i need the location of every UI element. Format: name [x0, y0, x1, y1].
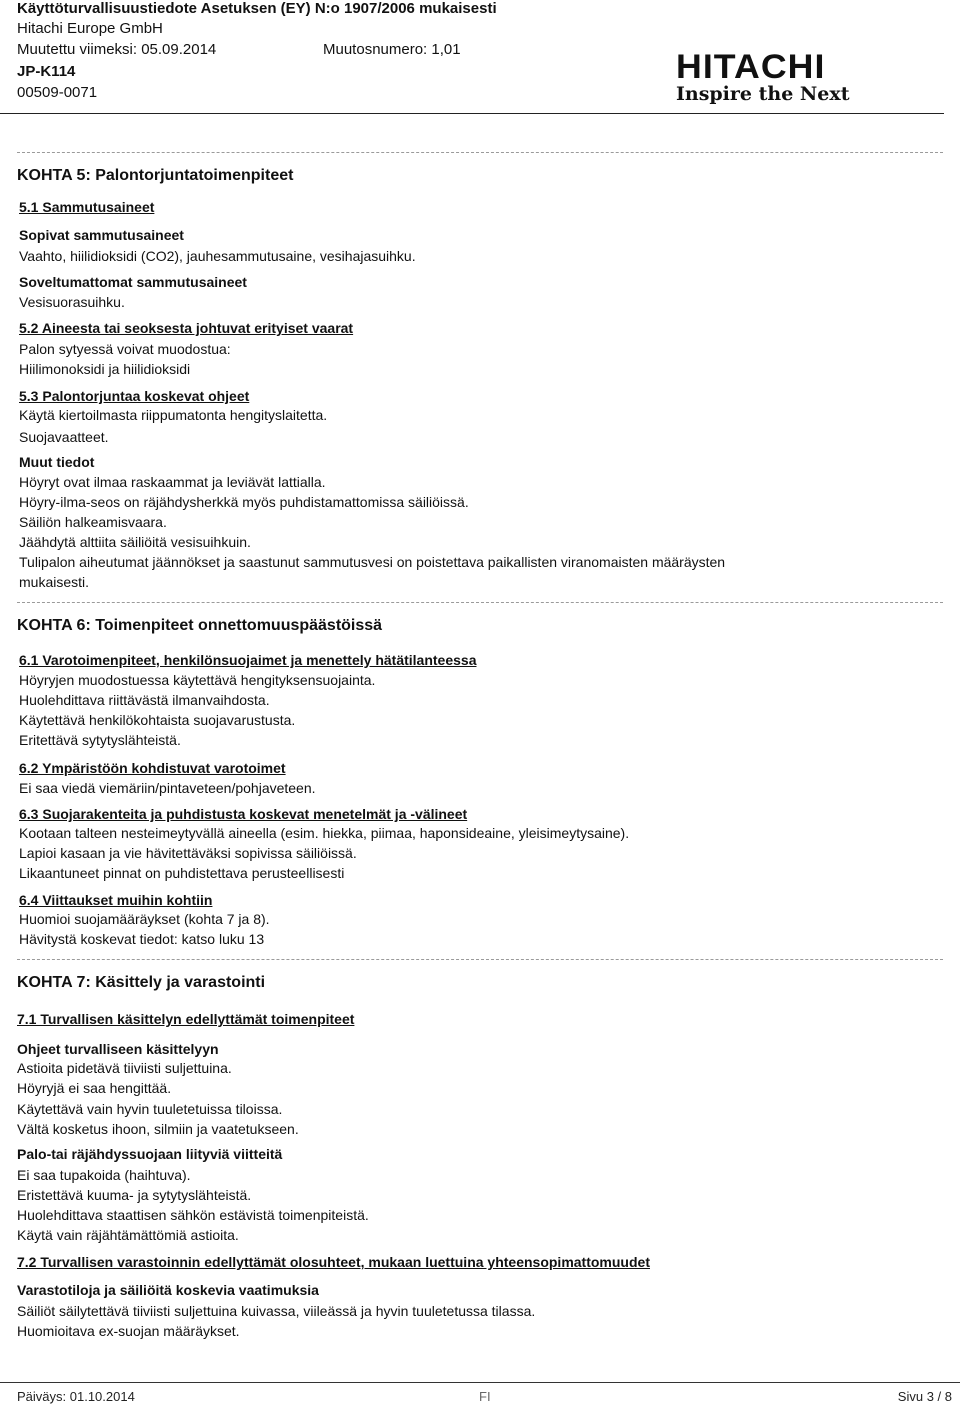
s61-line-3: Käytettävä henkilökohtaista suojavarustusta.	[19, 712, 296, 728]
revision-number: Muutosnumero: 1,01	[323, 41, 461, 58]
s52-line-2: Hiilimonoksidi ja hiilidioksidi	[19, 361, 191, 377]
s63-title: 6.3 Suojarakenteita ja puhdistusta koskevat menetelmät ja -välineet	[19, 806, 468, 822]
section7-title: KOHTA 7: Käsittely ja varastointi	[17, 974, 266, 991]
logo-tagline: Inspire the Next	[676, 83, 850, 105]
section5-title: KOHTA 5: Palontorjuntatoimenpiteet	[17, 167, 294, 184]
s53-line-2: Suojavaatteet.	[19, 429, 109, 445]
fire-protection-line-3: Huolehdittava staattisen sähkön estävistä toimenpiteistä.	[17, 1207, 369, 1223]
s61-line-1: Höyryjen muodostuessa käytettävä hengityksensuojainta.	[19, 672, 376, 688]
suitable-media-label: Sopivat sammutusaineet	[19, 227, 184, 243]
fire-protection-label: Palo-tai räjähdyssuojaan liityviä viitteitä	[17, 1146, 283, 1162]
fire-protection-line-2: Eristettävä kuuma- ja sytytyslähteistä.	[17, 1187, 252, 1203]
s63-line-3: Likaantuneet pinnat on puhdistettava perusteellisesti	[19, 865, 345, 881]
footer-page-number: Sivu 3 / 8	[897, 1389, 952, 1404]
section-divider	[17, 959, 943, 960]
unsuitable-media-text: Vesisuorasuihku.	[19, 294, 125, 310]
header-divider	[0, 113, 944, 114]
handling-line-2: Höyryjä ei saa hengittää.	[17, 1080, 172, 1096]
s53-title: 5.3 Palontorjuntaa koskevat ohjeet	[19, 388, 250, 404]
storage-line-2: Huomioitava ex-suojan määräykset.	[17, 1323, 240, 1339]
other-info-line-5: Tulipalon aiheutumat jäännökset ja saastunut sammutusvesi on poistettava paikallisten viranomaisten määräysten	[19, 554, 726, 570]
storage-line-1: Säiliöt säilytettävä tiiviisti suljettuina kuivassa, viileässä ja hyvin tuuletetussa tilassa.	[17, 1303, 536, 1319]
s61-line-2: Huolehdittava riittävästä ilmanvaihdosta.	[19, 692, 270, 708]
handling-line-1: Astioita pidetävä tiiviisti suljettuina.	[17, 1060, 232, 1076]
s63-line-2: Lapioi kasaan ja vie hävitettäväksi sopivissa säiliöissä.	[19, 845, 357, 861]
article-number: 00509-0071	[17, 84, 98, 101]
section-divider	[17, 602, 943, 603]
suitable-media-text: Vaahto, hiilidioksidi (CO2), jauhesammutusaine, vesihajasuihku.	[19, 248, 416, 264]
other-info-line-1: Höyryt ovat ilmaa raskaammat ja leviävät lattialla.	[19, 474, 326, 490]
handling-label: Ohjeet turvalliseen käsittelyyn	[17, 1041, 219, 1057]
s71-title: 7.1 Turvallisen käsittelyn edellyttämät toimenpiteet	[17, 1011, 355, 1027]
unsuitable-media-label: Soveltumattomat sammutusaineet	[19, 274, 247, 290]
s64-title: 6.4 Viittaukset muihin kohtiin	[19, 892, 213, 908]
other-info-line-3: Säiliön halkeamisvaara.	[19, 514, 167, 530]
s63-line-1: Kootaan talteen nesteimeytyvällä aineella (esim. hiekka, piimaa, haponsideaine, yleisimeytysaine).	[19, 825, 630, 841]
revised-date: Muutettu viimeksi: 05.09.2014	[17, 41, 217, 58]
s52-line-1: Palon sytyessä voivat muodostua:	[19, 341, 231, 357]
s52-title: 5.2 Aineesta tai seoksesta johtuvat erityiset vaarat	[19, 320, 354, 336]
footer-divider	[0, 1382, 960, 1383]
fire-protection-line-4: Käytä vain räjähtämättömiä astioita.	[17, 1227, 239, 1243]
handling-line-3: Käytettävä vain hyvin tuuletetuissa tiloissa.	[17, 1101, 283, 1117]
section6-title: KOHTA 6: Toimenpiteet onnettomuuspäästöissä	[17, 617, 383, 634]
s61-line-4: Eritettävä sytytyslähteistä.	[19, 732, 181, 748]
s53-line-1: Käytä kiertoilmasta riippumatonta hengityslaitetta.	[19, 407, 328, 423]
handling-line-4: Vältä kosketus ihoon, silmiin ja vaatetukseen.	[17, 1121, 299, 1137]
other-info-line-4: Jäähdytä alttiita säiliöitä vesisuihkuin.	[19, 534, 251, 550]
other-info-line-6: mukaisesti.	[19, 574, 90, 590]
s62-title: 6.2 Ympäristöön kohdistuvat varotoimet	[19, 760, 286, 776]
fire-protection-line-1: Ei saa tupakoida (haihtuva).	[17, 1167, 191, 1183]
document-title: Käyttöturvallisuustiedote Asetuksen (EY) N:o 1907/2006 mukaisesti	[17, 0, 497, 17]
section-divider	[17, 152, 943, 153]
logo-wordmark: HITACHI	[676, 48, 826, 86]
footer-language: FI	[479, 1389, 491, 1404]
other-info-line-2: Höyry-ilma-seos on räjähdysherkkä myös puhdistamattomissa säiliöissä.	[19, 494, 469, 510]
s64-line-2: Hävitystä koskevat tiedot: katso luku 13	[19, 931, 265, 947]
s62-line-1: Ei saa viedä viemäriin/pintaveteen/pohjaveteen.	[19, 780, 316, 796]
storage-label: Varastotiloja ja säiliöitä koskevia vaatimuksia	[17, 1282, 319, 1298]
s61-title: 6.1 Varotoimenpiteet, henkilönsuojaimet ja menettely hätätilanteessa	[19, 652, 477, 668]
s72-title: 7.2 Turvallisen varastoinnin edellyttämät olosuhteet, mukaan luettuina yhteensopimattomuudet	[17, 1254, 650, 1270]
s51-title: 5.1 Sammutusaineet	[19, 199, 155, 215]
other-info-label: Muut tiedot	[19, 454, 95, 470]
product-code: JP-K114	[17, 63, 76, 80]
s64-line-1: Huomioi suojamääräykset (kohta 7 ja 8).	[19, 911, 270, 927]
footer-date: Päiväys: 01.10.2014	[17, 1389, 135, 1404]
hitachi-logo	[676, 50, 849, 105]
company-name: Hitachi Europe GmbH	[17, 20, 163, 37]
